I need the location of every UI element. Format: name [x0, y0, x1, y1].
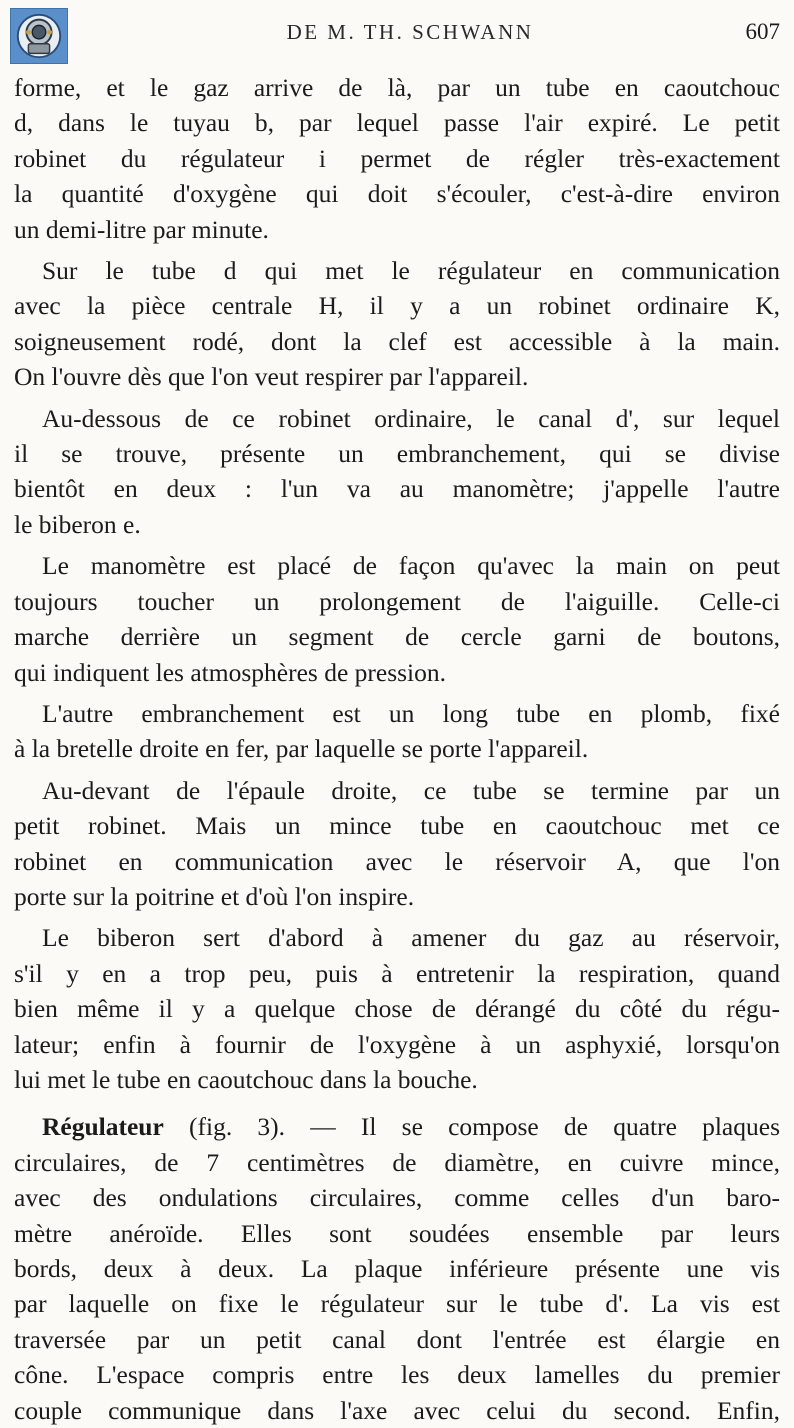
text-line: On l'ouvre dès que l'on veut respirer par l'appareil. [14, 362, 529, 392]
paragraph [14, 253, 780, 395]
text-line: bords, deux à deux. La plaque inférieure présente une vis [14, 1254, 780, 1283]
text-line: circulaires, de 7 centimètres de diamètre, en cuivre mince, [14, 1147, 780, 1177]
section-heading: Régulateur [42, 1112, 164, 1142]
text-line: à la bretelle droite en fer, par laquelle se porte l'appareil. [14, 734, 589, 764]
section-paragraph [14, 1109, 780, 1428]
text-line: Au-dessous de ce robinet ordinaire, le canal d', sur lequel [42, 403, 780, 433]
text-line: robinet en communication avec le réservoir A, que l'on [14, 846, 780, 876]
text-line: Au-devant de l'épaule droite, ce tube se termine par un [42, 775, 780, 805]
text-line: robinet du régulateur i permet de régler très-exactement [14, 143, 780, 173]
paragraph [14, 401, 780, 543]
text-line: le biberon e. [14, 509, 141, 539]
text-line: Le biberon sert d'abord à amener du gaz au réservoir, [42, 923, 780, 953]
text-line: porte sur la poitrine et d'où l'on inspire. [14, 881, 415, 911]
text-line: petit robinet. Mais un mince tube en caoutchouc met ce [14, 811, 780, 841]
text-line: s'il y en a trop peu, puis à entretenir la respiration, quand [14, 958, 780, 988]
page-number: 607 [745, 19, 780, 44]
text-line: avec la pièce centrale H, il y a un robinet ordinaire K, [14, 291, 780, 321]
text-line: forme, et le gaz arrive de là, par un tube en caoutchouc [14, 73, 780, 102]
paragraph [14, 920, 780, 1097]
text-line: toujours toucher un prolongement de l'aiguille. Celle-ci [14, 586, 780, 616]
text-line: marche derrière un segment de cercle garni de boutons, [14, 622, 780, 652]
text-line: couple communique dans l'axe avec celui du second. Enfin, [14, 1395, 780, 1425]
section-first-line: (fig. 3). — Il se compose de quatre plaques [163, 1112, 780, 1142]
text-line: Le manomètre est placé de façon qu'avec la main on peut [42, 551, 780, 581]
paragraph [14, 70, 780, 247]
text-line: Sur le tube d qui met le régulateur en communication [42, 256, 780, 286]
paragraph [14, 696, 780, 767]
text-line: bientôt en deux : l'un va au manomètre; j'appelle l'autre [14, 474, 780, 504]
text-line: la quantité d'oxygène qui doit s'écouler, c'est-à-dire environ [14, 179, 780, 209]
logo-graphic [11, 9, 67, 63]
text-line: lui met le tube en caoutchouc dans la bouche. [14, 1064, 478, 1094]
text-line: traversée par un petit canal dont l'entrée est élargie en [14, 1324, 780, 1354]
text-line: cône. L'espace compris entre les deux lamelles du premier [14, 1360, 780, 1390]
text-line: mètre anéroïde. Elles sont soudées ensemble par leurs [14, 1218, 780, 1248]
text-line: qui indiquent les atmosphères de pression. [14, 657, 447, 687]
diving-helmet-logo-icon [10, 8, 68, 64]
text-line: un demi-litre par minute. [14, 214, 269, 244]
text-line: bien même il y a quelque chose de dérangé du côté du régu- [14, 994, 780, 1024]
running-head: DE M. TH. SCHWANN [286, 20, 534, 44]
section-gap [14, 1097, 780, 1109]
text-line: d, dans le tuyau b, par lequel passe l'air expiré. Le petit [14, 108, 780, 138]
text-line: soigneusement rodé, dont la clef est accessible à la main. [14, 326, 780, 356]
text-line [14, 1109, 780, 1144]
text-line: avec des ondulations circulaires, comme celles d'un baro- [14, 1183, 780, 1213]
paragraph [14, 773, 780, 915]
text-line: L'autre embranchement est un long tube en plomb, fixé [42, 698, 780, 728]
text-line: par laquelle on fixe le régulateur sur le tube d'. La vis est [14, 1289, 780, 1319]
text-line: il se trouve, présente un embranchement, qui se divise [14, 439, 780, 469]
text-line: lateur; enfin à fournir de l'oxygène à un asphyxié, lorsqu'on [14, 1029, 780, 1059]
paragraph [14, 548, 780, 690]
body-text [14, 70, 780, 1428]
